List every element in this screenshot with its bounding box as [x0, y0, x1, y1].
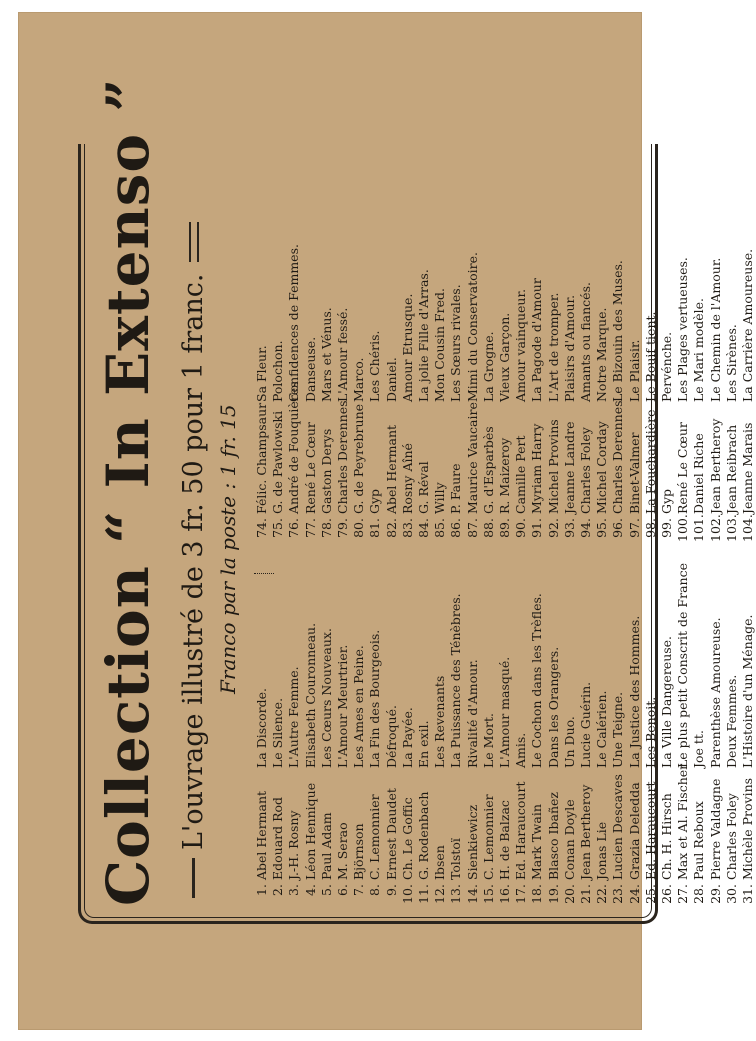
- item-author: Gyp: [659, 488, 675, 514]
- item-number: 29.: [707, 884, 723, 904]
- item-number: 30.: [723, 884, 739, 904]
- item-author: H. de Balzac: [497, 800, 513, 880]
- item-title: Le Bizouin des Muses.: [610, 260, 626, 402]
- item-author: Willy: [432, 482, 448, 514]
- item-author: Jonas Lie: [594, 821, 610, 880]
- item-title: L'Amour masqué.: [497, 656, 513, 768]
- item-number: 87.: [464, 518, 480, 538]
- item-number: 83.: [399, 518, 415, 538]
- item-author: C. Lemonnier: [367, 794, 383, 880]
- item-title: Elisabeth Couronneau.: [302, 622, 318, 768]
- item-title: Les Chéris.: [367, 330, 383, 402]
- item-number: 3.: [286, 884, 302, 896]
- item-author: Paul Adam: [318, 812, 334, 880]
- item-title: Le Mort.: [480, 713, 496, 768]
- item-number: 81.: [367, 518, 383, 538]
- item-number: 7.: [351, 884, 367, 896]
- item-number: 25.: [642, 884, 658, 904]
- list-item: [643, 122, 659, 542]
- item-title: Amour Etrusque.: [399, 293, 415, 402]
- list-item: [448, 122, 464, 542]
- rotated-content: [78, 77, 756, 924]
- item-number: 8.: [367, 884, 383, 896]
- item-title: Sa Fleur.: [254, 345, 269, 402]
- list-item: [529, 528, 545, 908]
- item-number: 27.: [675, 884, 691, 904]
- item-title: Daniel.: [383, 357, 399, 402]
- list-item: [367, 528, 383, 908]
- item-title: L'Autre Femme.: [286, 666, 302, 768]
- item-title: L'Art de tromper.: [545, 292, 561, 402]
- item-title: La Discorde.: [254, 687, 269, 768]
- item-number: 15.: [480, 884, 496, 904]
- list-item: [529, 122, 545, 542]
- item-author: Charles Foley: [578, 427, 594, 514]
- item-title: Rivalité d'Amour.: [464, 659, 480, 768]
- item-author: Ch. H. Hirsch: [659, 793, 675, 880]
- item-author: Edouard Rod: [270, 796, 286, 880]
- item-author: Michel Provins: [545, 419, 561, 514]
- list-item: [319, 122, 335, 542]
- list-item: [675, 528, 691, 908]
- item-title: Vieux Garçon.: [497, 312, 513, 402]
- item-author: Rosny Aîné: [399, 443, 415, 514]
- item-number: 19.: [545, 884, 561, 904]
- item-author: Mark Twain: [529, 804, 545, 880]
- price-line: [178, 166, 209, 906]
- item-author: Charles Derennes: [335, 400, 351, 514]
- list-item: [675, 122, 691, 542]
- item-number: 92.: [545, 518, 561, 538]
- list-item: [270, 528, 286, 908]
- price-text: L'ouvrage illustré de 3 fr. 50 pour 1 franc.: [178, 273, 209, 850]
- item-author: Gaston Derys: [318, 428, 334, 514]
- item-author: P. Faure: [448, 463, 464, 514]
- item-author: André de Fouquières: [286, 381, 302, 514]
- list-item: [643, 528, 659, 908]
- list-item: [303, 122, 319, 542]
- item-title: L'Amour Meurtrier.: [335, 644, 351, 768]
- item-number: 6.: [335, 884, 351, 896]
- item-number: 80.: [351, 518, 367, 538]
- item-title: Amants ou fiancés.: [578, 282, 594, 402]
- item-title: Pervénche.: [659, 331, 675, 402]
- item-author: Jean Reibrach: [723, 424, 739, 514]
- item-author: Jean Bertheroy: [578, 784, 594, 880]
- item-author: Sienkiewicz: [464, 804, 480, 880]
- item-title: Les Cœurs Nouveaux.: [318, 628, 334, 768]
- item-author: C. Lemonnier: [480, 794, 496, 880]
- list-item: [708, 122, 724, 542]
- item-author: Grazia Deledda: [626, 782, 642, 880]
- subtitle-rule-left: [192, 858, 195, 898]
- item-title: Amis.: [513, 732, 529, 768]
- list-column-right: [254, 122, 756, 542]
- item-number: 89.: [497, 518, 513, 538]
- item-title: Le plus petit Conscrit de France: [675, 563, 691, 768]
- item-author: Abel Hermant: [383, 424, 399, 514]
- item-number: 104.: [740, 514, 756, 542]
- item-title: Le Calérien.: [594, 690, 610, 768]
- list-column-left: [254, 528, 756, 908]
- item-author: Binet-Valmer: [626, 432, 642, 514]
- list-item: [594, 122, 610, 542]
- item-author: Myriam Harry: [529, 423, 545, 514]
- list-item: [481, 528, 497, 908]
- item-author: Michel Corday: [594, 421, 610, 514]
- item-title: Danseuse.: [302, 336, 318, 402]
- list-item: [724, 122, 740, 542]
- item-author: G. d'Esparbès: [480, 426, 496, 514]
- item-number: 9.: [383, 884, 399, 896]
- item-title: Confidences de Femmes.: [286, 244, 302, 402]
- list-item: [691, 122, 707, 542]
- item-title: La Grogne.: [480, 331, 496, 402]
- item-title: Joe tt.: [691, 730, 707, 768]
- list-item: [400, 528, 416, 908]
- item-title: Notre Marque.: [594, 307, 610, 402]
- item-title: Plaisirs d'Amour.: [561, 294, 577, 402]
- list-item: [351, 528, 367, 908]
- item-author: La Fouchardière: [642, 409, 658, 514]
- list-item: [416, 528, 432, 908]
- item-number: 76.: [286, 518, 302, 538]
- item-title: La Payée.: [399, 707, 415, 768]
- item-title: Lucie Guérin.: [578, 681, 594, 768]
- item-number: 16.: [497, 884, 513, 904]
- item-title: Le Silence.: [270, 697, 286, 768]
- list-item: [286, 122, 302, 542]
- item-title: Une Teigne.: [610, 691, 626, 768]
- list-item: [351, 122, 367, 542]
- item-title: La Ville Dangereuse.: [659, 635, 675, 768]
- item-author: Daniel Riche: [691, 433, 707, 514]
- item-author: Maurice Vaucaire: [464, 402, 480, 514]
- item-number: 100.: [675, 514, 691, 542]
- item-number: 93.: [561, 518, 577, 538]
- list-item: [659, 122, 675, 542]
- item-author: Michèle Provins: [740, 777, 756, 880]
- item-number: 10.: [399, 884, 415, 904]
- item-title: La jolie Fille d'Arras.: [416, 269, 432, 402]
- item-author: Jeanne Landre: [561, 421, 577, 514]
- list-item: [335, 528, 351, 908]
- list-item: [400, 122, 416, 542]
- list-item: [740, 122, 756, 542]
- item-number: 12.: [432, 884, 448, 904]
- item-number: 1.: [254, 884, 269, 896]
- item-number: 99.: [659, 518, 675, 538]
- item-author: Camille Pert: [513, 435, 529, 514]
- list-item: [627, 528, 643, 908]
- item-title: Mimi du Conservatoire.: [464, 252, 480, 402]
- item-title: Parenthèse Amoureuse.: [707, 617, 723, 768]
- list-item: [627, 122, 643, 542]
- list-item: [465, 122, 481, 542]
- item-number: 13.: [448, 884, 464, 904]
- item-title: Le Cochon dans les Trèfles.: [529, 593, 545, 768]
- list-item: [384, 528, 400, 908]
- item-number: 5.: [318, 884, 334, 896]
- item-author: G. de Pawlowski: [270, 410, 286, 514]
- item-number: 97.: [626, 518, 642, 538]
- item-number: 101.: [691, 514, 707, 542]
- item-author: Abel Hermant: [254, 790, 269, 880]
- list-item: [546, 528, 562, 908]
- subtitle-rule-right: [189, 222, 199, 262]
- item-number: 85.: [432, 518, 448, 538]
- list-item: [546, 122, 562, 542]
- list-item: [270, 122, 286, 542]
- list-item: [448, 528, 464, 908]
- list-item: [335, 122, 351, 542]
- item-author: René Le Cœur: [302, 422, 318, 514]
- item-author: G. de Peyrebrune: [351, 403, 367, 514]
- item-title: Le Plaisir.: [626, 339, 642, 402]
- item-number: 28.: [691, 884, 707, 904]
- item-author: Paul Reboux: [691, 801, 707, 880]
- item-number: 77.: [302, 518, 318, 538]
- item-title: Les Sœurs rivales.: [448, 284, 464, 402]
- item-number: 2.: [270, 884, 286, 896]
- item-title: La Fin des Bourgeois.: [367, 629, 383, 768]
- list-item: [578, 122, 594, 542]
- item-author: R. Maizeroy: [497, 437, 513, 514]
- list-item: [384, 122, 400, 542]
- item-title: L'Histoire d'un Ménage.: [740, 614, 756, 768]
- item-number: 14.: [464, 884, 480, 904]
- item-author: Jean Bertheroy: [707, 418, 723, 514]
- item-author: Félic. Champsaur: [254, 402, 269, 514]
- item-author: Gyp: [367, 488, 383, 514]
- list-item: [286, 528, 302, 908]
- item-number: 90.: [513, 518, 529, 538]
- list-item: [740, 528, 756, 908]
- item-number: 91.: [529, 518, 545, 538]
- item-title: Le Chemin de l'Amour.: [707, 257, 723, 402]
- list-item: [610, 122, 626, 542]
- item-author: Max et Al. Fischer: [675, 763, 691, 880]
- list-item: [562, 528, 578, 908]
- item-author: Charles Foley: [723, 793, 739, 880]
- item-title: Mon Cousin Fred.: [432, 288, 448, 402]
- item-number: 21.: [578, 884, 594, 904]
- collection-title: Collection “ In Extenso ”: [94, 77, 162, 906]
- item-author: J.-H. Rosny: [286, 810, 302, 880]
- item-number: 78.: [318, 518, 334, 538]
- list-item: [513, 122, 529, 542]
- item-number: 103.: [723, 514, 739, 542]
- item-title: Amour vainqueur.: [513, 288, 529, 402]
- item-author: René Le Cœur: [675, 422, 691, 514]
- item-title: Marco.: [351, 357, 367, 402]
- list-item: [562, 122, 578, 542]
- item-author: M. Serao: [335, 822, 351, 880]
- item-title: Un Duo.: [561, 716, 577, 768]
- list-item: [319, 528, 335, 908]
- list-item: [497, 528, 513, 908]
- item-title: Défroqué.: [383, 705, 399, 768]
- item-number: 82.: [383, 518, 399, 538]
- item-number: 102.: [707, 514, 723, 542]
- item-number: 88.: [480, 518, 496, 538]
- item-number: 79.: [335, 518, 351, 538]
- item-title: Le Mari modèle.: [691, 297, 707, 402]
- item-number: 86.: [448, 518, 464, 538]
- list-item: [254, 122, 270, 542]
- list-item: [610, 528, 626, 908]
- item-title: La Justice des Hommes.: [626, 615, 642, 768]
- item-title: La Pagode d'Amour: [529, 278, 545, 402]
- item-title: L'Amour fessé.: [335, 307, 351, 402]
- list-item: [416, 122, 432, 542]
- item-author: Ch. Le Goffic: [399, 797, 415, 880]
- item-author: Lucien Descaves: [610, 774, 626, 880]
- list-item: [303, 528, 319, 908]
- list-item: [594, 528, 610, 908]
- item-number: 31.: [740, 884, 756, 904]
- list-item: [465, 528, 481, 908]
- title-list: [254, 144, 756, 908]
- item-number: 96.: [610, 518, 626, 538]
- item-number: 84.: [416, 518, 432, 538]
- item-author: Ibsen: [432, 845, 448, 880]
- item-number: 4.: [302, 884, 318, 896]
- item-title: La Carrière Amoureuse.: [740, 248, 756, 402]
- item-title: Les Revenants: [432, 675, 448, 768]
- list-item: [578, 528, 594, 908]
- item-number: 94.: [578, 518, 594, 538]
- item-number: 98.: [642, 518, 658, 538]
- item-author: G. Réval: [416, 461, 432, 514]
- item-title: Mars et Vénus.: [318, 307, 334, 402]
- item-author: Ernest Daudet: [383, 788, 399, 880]
- item-author: Pierre Valdagne: [707, 778, 723, 880]
- item-author: Ed. Haraucourt: [513, 781, 529, 880]
- item-title: En exil.: [416, 720, 432, 768]
- list-item: [513, 528, 529, 908]
- item-author: Léon Hennique: [302, 782, 318, 880]
- list-item: [691, 528, 707, 908]
- item-title: Polochon.: [270, 340, 286, 402]
- item-number: 95.: [594, 518, 610, 538]
- item-title: La Puissance des Ténèbres.: [448, 593, 464, 768]
- item-author: Björnson: [351, 823, 367, 880]
- item-author: Tolstoï: [448, 838, 464, 880]
- item-number: 20.: [561, 884, 577, 904]
- list-item: [497, 122, 513, 542]
- item-title: Les Benoit.: [642, 696, 658, 768]
- item-author: Jeanne Marais: [740, 422, 756, 514]
- item-number: 17.: [513, 884, 529, 904]
- list-item: [724, 528, 740, 908]
- item-number: 23.: [610, 884, 626, 904]
- item-title: Les Sirènes.: [723, 324, 739, 402]
- list-item: [481, 122, 497, 542]
- item-author: Ed. Haraucourt: [642, 781, 658, 880]
- item-title: Deux Femmes.: [723, 674, 739, 768]
- item-title: Le Bouif tient.: [642, 311, 658, 402]
- item-number: 26.: [659, 884, 675, 904]
- list-item: [254, 528, 270, 908]
- item-author: Conan Doyle: [561, 799, 577, 880]
- document-page: [18, 12, 756, 1030]
- item-number: 75.: [270, 518, 286, 538]
- item-title: Les Plages vertueuses.: [675, 257, 691, 402]
- item-number: 24.: [626, 884, 642, 904]
- item-author: G. Rodenbach: [416, 791, 432, 880]
- item-number: 18.: [529, 884, 545, 904]
- list-item: [367, 122, 383, 542]
- item-number: 22.: [594, 884, 610, 904]
- item-number: 11.: [416, 884, 432, 904]
- list-item: [432, 122, 448, 542]
- item-number: 74.: [254, 518, 269, 538]
- item-title: Les Ames en Peine.: [351, 645, 367, 768]
- item-author: Blasco Ibañez: [545, 792, 561, 880]
- item-author: Charles Derennes: [610, 400, 626, 514]
- list-item: [432, 528, 448, 908]
- list-item: [659, 528, 675, 908]
- postage-note: Franco par la poste : 1 fr. 15: [216, 404, 240, 694]
- item-title: Dans les Orangers.: [545, 646, 561, 768]
- list-item: [708, 528, 724, 908]
